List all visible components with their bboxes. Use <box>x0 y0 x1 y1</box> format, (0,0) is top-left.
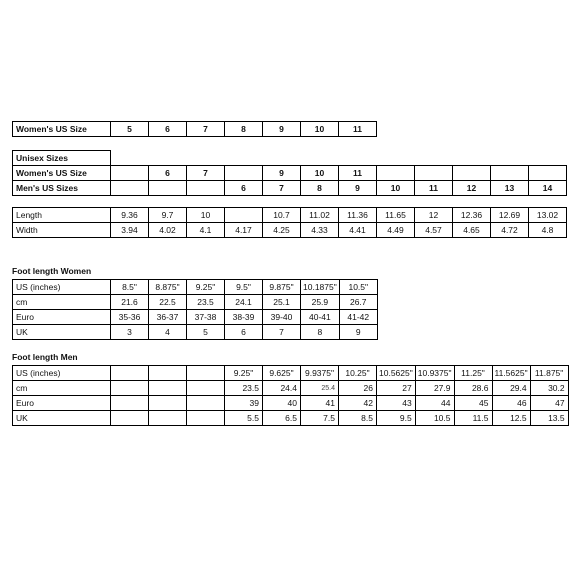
cell: 3.94 <box>111 223 149 238</box>
cell: 7 <box>187 166 225 181</box>
cell: 11.25" <box>454 366 492 381</box>
cell <box>111 181 149 196</box>
cell <box>187 181 225 196</box>
cell: 10.9375" <box>415 366 454 381</box>
row-label: Women's US Size <box>13 166 111 181</box>
section-title: Unisex Sizes <box>13 151 111 166</box>
cell: 44 <box>415 396 454 411</box>
cell: 11 <box>339 122 377 137</box>
cell: 4.8 <box>529 223 567 238</box>
cell: 11.875" <box>530 366 568 381</box>
cell <box>453 166 491 181</box>
cell: 4.72 <box>491 223 529 238</box>
table-row <box>13 151 567 166</box>
cell: 10.5" <box>339 280 377 295</box>
cell: 47 <box>530 396 568 411</box>
cell: 9.25" <box>225 366 263 381</box>
cell: 21.6 <box>111 295 149 310</box>
cell: 4.49 <box>377 223 415 238</box>
cell: 23.5 <box>225 381 263 396</box>
cell: 13.02 <box>529 208 567 223</box>
cell: 29.4 <box>492 381 530 396</box>
table-row <box>13 366 569 381</box>
cell: 11 <box>415 181 453 196</box>
cell <box>111 381 149 396</box>
cell: 12 <box>415 208 453 223</box>
foot-length-women-title: Foot length Women <box>12 266 92 276</box>
cell: 41-42 <box>339 310 377 325</box>
table-row <box>13 181 567 196</box>
cell <box>225 208 263 223</box>
cell: 9.36 <box>111 208 149 223</box>
table-row <box>13 122 377 137</box>
cell: 22.5 <box>149 295 187 310</box>
cell: 5.5 <box>225 411 263 426</box>
cell: 26 <box>339 381 377 396</box>
cell: 3 <box>111 325 149 340</box>
cell <box>491 166 529 181</box>
cell: 9 <box>263 122 301 137</box>
cell: 4.1 <box>187 223 225 238</box>
cell: 37-38 <box>187 310 225 325</box>
cell <box>149 411 187 426</box>
cell <box>187 396 225 411</box>
cell <box>149 181 187 196</box>
cell: 9.25" <box>187 280 225 295</box>
row-label: cm <box>13 295 111 310</box>
cell: 7 <box>187 122 225 137</box>
cell: 10.1875" <box>301 280 340 295</box>
cell: 4.33 <box>301 223 339 238</box>
cell: 11.65 <box>377 208 415 223</box>
cell: 27.9 <box>415 381 454 396</box>
cell: 9.5" <box>225 280 263 295</box>
cell: 46 <box>492 396 530 411</box>
table-row <box>13 310 378 325</box>
table-row <box>13 325 378 340</box>
cell: 4.17 <box>225 223 263 238</box>
cell: 26.7 <box>339 295 377 310</box>
cell <box>377 166 415 181</box>
cell: 13.5 <box>530 411 568 426</box>
cell: 12.5 <box>492 411 530 426</box>
cell: 11 <box>339 166 377 181</box>
cell: 10.25" <box>339 366 377 381</box>
row-label: UK <box>13 325 111 340</box>
unisex-sizes-table <box>12 150 567 196</box>
cell: 9.5 <box>377 411 416 426</box>
cell: 24.4 <box>263 381 301 396</box>
cell: 12 <box>453 181 491 196</box>
cell <box>225 166 263 181</box>
cell <box>111 366 149 381</box>
cell: 25.4 <box>301 381 339 396</box>
row-label: Women's US Size <box>13 122 111 137</box>
table-row <box>13 223 567 238</box>
cell: 45 <box>454 396 492 411</box>
cell: 12.69 <box>491 208 529 223</box>
table-row <box>13 280 378 295</box>
cell: 7.5 <box>301 411 339 426</box>
cell: 10 <box>301 122 339 137</box>
cell: 6 <box>149 122 187 137</box>
cell: 14 <box>529 181 567 196</box>
row-label: UK <box>13 411 111 426</box>
cell: 11.36 <box>339 208 377 223</box>
cell: 6 <box>225 181 263 196</box>
cell: 7 <box>263 325 301 340</box>
cell: 8 <box>301 181 339 196</box>
cell: 8.5 <box>339 411 377 426</box>
cell: 8.875" <box>149 280 187 295</box>
cell <box>111 411 149 426</box>
cell: 40-41 <box>301 310 340 325</box>
row-label: US (inches) <box>13 366 111 381</box>
cell: 10.5625" <box>377 366 416 381</box>
cell: 9 <box>339 325 377 340</box>
table-row <box>13 381 569 396</box>
cell: 27 <box>377 381 416 396</box>
cell: 4 <box>149 325 187 340</box>
cell: 9.625" <box>263 366 301 381</box>
cell: 38-39 <box>225 310 263 325</box>
table-row <box>13 295 378 310</box>
cell: 6 <box>149 166 187 181</box>
cell: 11.5625" <box>492 366 530 381</box>
cell: 39-40 <box>263 310 301 325</box>
cell: 10.7 <box>263 208 301 223</box>
row-label: Width <box>13 223 111 238</box>
table-row <box>13 411 569 426</box>
cell: 4.57 <box>415 223 453 238</box>
cell: 9.7 <box>149 208 187 223</box>
cell: 35-36 <box>111 310 149 325</box>
cell: 4.65 <box>453 223 491 238</box>
cell: 9.9375" <box>301 366 339 381</box>
cell: 40 <box>263 396 301 411</box>
row-label: US (inches) <box>13 280 111 295</box>
cell: 39 <box>225 396 263 411</box>
cell: 43 <box>377 396 416 411</box>
cell: 10 <box>187 208 225 223</box>
cell: 6.5 <box>263 411 301 426</box>
cell <box>111 396 149 411</box>
cell: 10.5 <box>415 411 454 426</box>
empty-cell <box>111 151 567 166</box>
cell <box>529 166 567 181</box>
cell: 11.02 <box>301 208 339 223</box>
table-row <box>13 396 569 411</box>
foot-length-women-table <box>12 279 378 340</box>
cell: 9.875" <box>263 280 301 295</box>
cell: 5 <box>187 325 225 340</box>
cell: 28.6 <box>454 381 492 396</box>
cell <box>187 411 225 426</box>
cell: 30.2 <box>530 381 568 396</box>
cell: 6 <box>225 325 263 340</box>
row-label: Euro <box>13 396 111 411</box>
cell: 5 <box>111 122 149 137</box>
cell: 24.1 <box>225 295 263 310</box>
table-row <box>13 166 567 181</box>
cell: 4.25 <box>263 223 301 238</box>
cell: 4.41 <box>339 223 377 238</box>
table-row <box>13 208 567 223</box>
cell: 8 <box>225 122 263 137</box>
length-width-table <box>12 207 567 238</box>
cell: 9 <box>263 166 301 181</box>
cell: 41 <box>301 396 339 411</box>
cell: 10 <box>301 166 339 181</box>
cell <box>415 166 453 181</box>
cell: 25.1 <box>263 295 301 310</box>
cell: 11.5 <box>454 411 492 426</box>
cell: 10 <box>377 181 415 196</box>
cell: 4.02 <box>149 223 187 238</box>
cell <box>187 366 225 381</box>
cell: 36-37 <box>149 310 187 325</box>
cell <box>149 381 187 396</box>
row-label: cm <box>13 381 111 396</box>
women-us-size-table <box>12 121 377 137</box>
cell: 12.36 <box>453 208 491 223</box>
row-label: Men's US Sizes <box>13 181 111 196</box>
cell: 13 <box>491 181 529 196</box>
cell: 42 <box>339 396 377 411</box>
foot-length-men-title: Foot length Men <box>12 352 78 362</box>
cell <box>187 381 225 396</box>
cell: 23.5 <box>187 295 225 310</box>
row-label: Euro <box>13 310 111 325</box>
cell <box>111 166 149 181</box>
cell: 8 <box>301 325 340 340</box>
cell <box>149 366 187 381</box>
cell <box>149 396 187 411</box>
cell: 9 <box>339 181 377 196</box>
cell: 7 <box>263 181 301 196</box>
foot-length-men-table <box>12 365 569 426</box>
row-label: Length <box>13 208 111 223</box>
cell: 25.9 <box>301 295 340 310</box>
cell: 8.5" <box>111 280 149 295</box>
